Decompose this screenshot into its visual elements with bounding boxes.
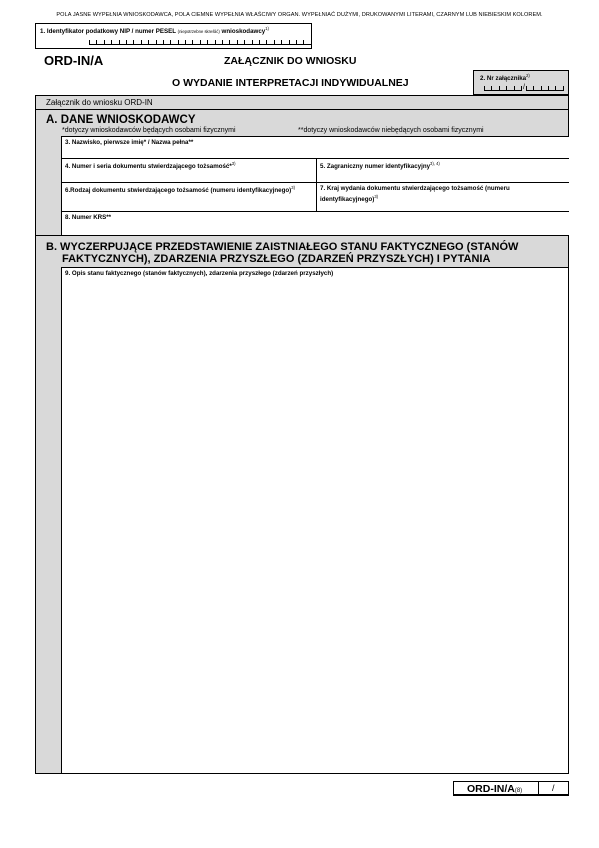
id-document-type-sup: 3) <box>291 185 295 190</box>
facts-description-field[interactable] <box>61 267 569 774</box>
id-document-type-label-text: 6.Rodzaj dokumentu stwierdzającego tożsamość (numeru identyfikacyjnego) <box>65 187 292 195</box>
foreign-id-number-label <box>320 161 440 170</box>
title-line2: O WYDANIE INTERPRETACJI INDYWIDUALNEJ <box>172 77 409 89</box>
attachment-number-field <box>473 70 569 95</box>
section-b-title-line2: FAKTYCZNYCH), ZDARZENIA PRZYSZŁEGO (ZDARZEŃ PRZYSZŁYCH) I PYTANIA <box>62 253 491 265</box>
id-issuing-country-label-text: 7. Kraj wydania dokumentu stwierdzającego tożsamość (numeru identyfikacyjnego) <box>320 185 510 204</box>
header-note: POLA JASNE WYPEŁNIA WNIOSKODAWCA, POLA CIEMNE WYPEŁNIA WŁAŚCIWY ORGAN. WYPEŁNIAĆ DUŻYMI, DRUKOWANYMI LITERAMI, CZARNYM LUB NIEBIESKIM KOLOREM. <box>56 12 543 18</box>
attachment-number-label <box>480 73 530 82</box>
foreign-id-number-sup: 3), 4) <box>430 161 440 166</box>
section-a-title: A. DANE WNIOSKODAWCY <box>46 114 196 126</box>
id-document-number-label-text: 4. Numer i seria dokumentu stwierdzającego tożsamość* <box>65 163 232 171</box>
krs-number-field[interactable] <box>61 211 569 236</box>
id-document-number-sup: 3) <box>231 161 236 166</box>
footer-code <box>467 783 522 795</box>
nip-pesel-hint: (niepotrzebne skreślić) <box>177 29 220 35</box>
foreign-id-number-field[interactable] <box>316 158 569 182</box>
form-code: ORD-IN/A <box>44 53 104 68</box>
footer-page-sep: / <box>552 783 555 793</box>
id-issuing-country-sup: 3) <box>374 194 379 199</box>
krs-number-label: 8. Numer KRS** <box>65 214 112 221</box>
title-line1: ZAŁĄCZNIK DO WNIOSKU <box>224 55 357 67</box>
id-document-type-label <box>65 185 295 194</box>
foreign-id-number-label-text: 5. Zagraniczny numer identyfikacyjny <box>320 163 431 171</box>
facts-description-label: 9. Opis stanu faktycznego (stanów faktycznych), zdarzenia przyszłego (zdarzeń przyszłych) <box>65 270 334 277</box>
section-a-note-left: *dotyczy wnioskodawców będących osobami fizycznymi <box>62 127 236 134</box>
id-document-type-field[interactable] <box>61 182 316 211</box>
nip-pesel-field[interactable] <box>35 23 312 49</box>
nip-pesel-suffix: wnioskodawcy <box>221 28 266 36</box>
footer-code-text: ORD-IN/A <box>467 783 515 795</box>
section-b-title-line1: B. WYCZERPUJĄCE PRZEDSTAWIENIE ZAISTNIAŁEGO STANU FAKTYCZNEGO (STANÓW <box>46 241 519 253</box>
attachment-number-sup: 2) <box>526 73 530 78</box>
subtitle-bar <box>35 95 569 109</box>
subtitle: Załącznik do wniosku ORD-IN <box>46 98 153 107</box>
attachment-number-sep: / <box>522 84 525 91</box>
nip-pesel-label <box>40 26 269 35</box>
nip-pesel-label-text: 1. Identyfikator podatkowy NIP / numer PESEL <box>40 28 176 36</box>
section-a-note-right: **dotyczy wnioskodawców niebędących osobami fizycznymi <box>298 127 484 134</box>
attachment-number-boxes <box>484 84 564 91</box>
nip-pesel-boxes <box>89 39 312 45</box>
attachment-number-label-text: 2. Nr załącznika <box>480 75 527 83</box>
id-issuing-country-field[interactable] <box>316 182 569 211</box>
footer-code-box <box>453 781 569 796</box>
footer-version: (8) <box>514 788 523 794</box>
name-field[interactable] <box>61 136 569 158</box>
id-document-number-label <box>65 161 236 170</box>
id-document-number-field[interactable] <box>61 158 316 182</box>
name-label: 3. Nazwisko, pierwsze imię* / Nazwa pełna** <box>65 139 194 146</box>
nip-pesel-sup: 1) <box>265 26 269 31</box>
section-b-title <box>46 241 518 265</box>
id-issuing-country-label <box>320 185 557 204</box>
